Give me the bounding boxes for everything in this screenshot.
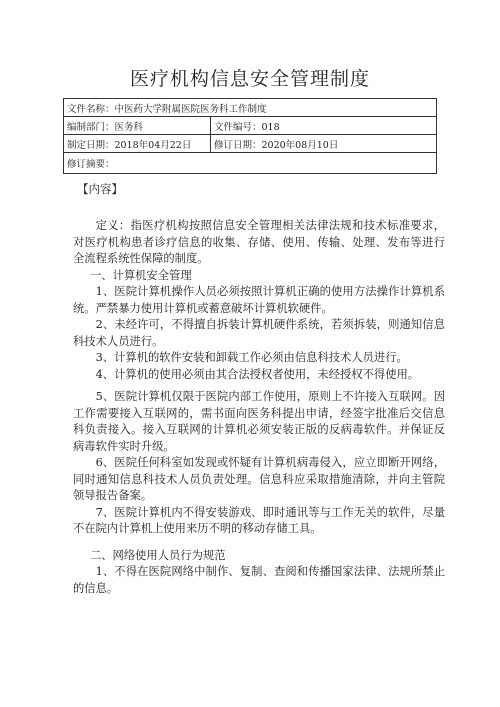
clause-paragraph: 1、不得在医院网络中制作、复制、查阅和传播国家法律、法规所禁止的信息。 [73, 565, 445, 595]
meta-revised-date: 修订日期：2020年08月10日 [211, 135, 437, 153]
clause-paragraph: 6、医院任何科室如发现或怀疑有计算机病毒侵入，应立即断开网络，同时通知信息科技术人员负责处理。信息科应采取措施清除，并向主管院领导报告备案。 [73, 456, 445, 502]
document-title: 医疗机构信息安全管理制度 [129, 68, 370, 90]
document-meta-table [63, 98, 437, 174]
section-label: 【内容】 [77, 182, 123, 196]
section-heading-computer: 一、计算机安全管理 [89, 268, 192, 282]
meta-made-date: 制定日期：2018年04月22日 [64, 135, 211, 153]
meta-file-no: 文件编号：018 [211, 117, 437, 135]
document-body [73, 218, 445, 597]
clause-paragraph: 4、计算机的使用必须由其合法授权者使用，未经授权不得使用。 [95, 367, 420, 381]
clause-paragraph: 1、医院计算机操作人员必须按照计算机正确的使用方法操作计算机系统。严禁暴力使用计算机或蓄意破坏计算机软硬件。 [73, 285, 445, 315]
definition-paragraph: 定义：指医疗机构按照信息安全管理相关法律法规和技术标准要求，对医疗机构患者诊疗信息的收集、存储、使用、传输、处理、发布等进行全流程系统性保障的制度。 [73, 219, 445, 265]
meta-dept: 编制部门：医务科 [64, 117, 211, 135]
clause-paragraph: 3、计算机的软件安装和卸载工作必须由信息科技术人员进行。 [95, 351, 408, 364]
meta-summary: 修订摘要： [64, 153, 437, 174]
meta-file-name: 文件名称：中医药大学附属医院医务科工作制度 [64, 99, 437, 117]
clause-paragraph: 2、未经许可，不得擅自拆装计算机硬件系统，若须拆装，则通知信息科技术人员进行。 [73, 318, 445, 348]
section-heading-network: 二、网络使用人员行为规范 [89, 548, 226, 562]
clause-paragraph: 7、医院计算机内不得安装游戏、即时通讯等与工作无关的软件，尽量不在院内计算机上使用来历不明的移动存储工具。 [73, 505, 445, 535]
clause-paragraph: 5、医院计算机仅限于医院内部工作使用，原则上不许接入互联网。因工作需要接入互联网的，需书面向医务科提出申请，经签字批准后交信息科负责接入。接入互联网的计算机必须安装正版的反病毒软件。并保证反病毒软件实时升级。 [73, 390, 445, 453]
